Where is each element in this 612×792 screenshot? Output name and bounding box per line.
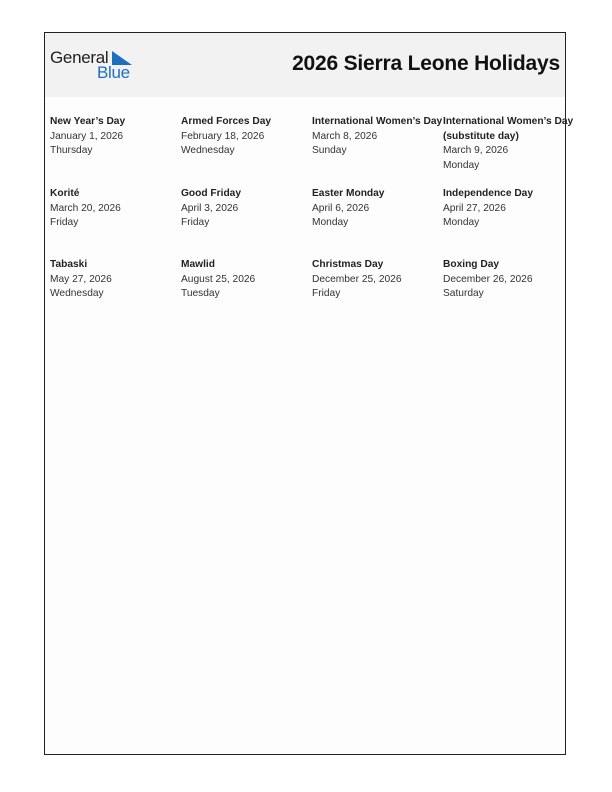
- logo-general-text: General: [50, 48, 109, 67]
- holiday-item: [50, 115, 181, 173]
- holiday-weekday: Monday: [443, 217, 480, 228]
- holiday-date: April 27, 2026: [443, 202, 506, 214]
- holiday-name: Easter Monday: [312, 188, 385, 199]
- holiday-item: [181, 258, 312, 302]
- holiday-row: [50, 258, 565, 302]
- holiday-date: August 25, 2026: [181, 273, 256, 285]
- holiday-item: [312, 187, 443, 231]
- holiday-weekday: Thursday: [50, 145, 93, 156]
- holiday-name: Mawlid: [181, 259, 215, 270]
- holiday-item: [50, 187, 181, 231]
- holiday-weekday: Tuesday: [181, 288, 220, 299]
- holiday-weekday: Wednesday: [50, 288, 104, 299]
- holiday-name: Tabaski: [50, 259, 88, 270]
- holiday-weekday: Friday: [312, 288, 341, 299]
- holiday-name: New Year’s Day: [50, 116, 126, 127]
- holiday-weekday: Monday: [443, 159, 480, 171]
- holiday-item: [443, 187, 574, 231]
- holiday-weekday: Friday: [50, 217, 79, 228]
- holiday-name: Boxing Day: [443, 259, 500, 270]
- holiday-date: January 1, 2026: [50, 130, 124, 142]
- holiday-date: December 25, 2026: [312, 273, 402, 285]
- holiday-date: April 6, 2026: [312, 202, 370, 214]
- holiday-weekday: Wednesday: [181, 145, 235, 156]
- holiday-weekday: Friday: [181, 217, 210, 228]
- holiday-date: March 8, 2026: [312, 130, 378, 142]
- logo-blue-text: Blue: [97, 63, 130, 82]
- holiday-name: Armed Forces Day: [181, 116, 272, 127]
- holiday-row: [50, 187, 565, 231]
- holiday-name: Korité: [50, 188, 80, 199]
- holiday-name: Independence Day: [443, 188, 534, 199]
- holiday-weekday: Saturday: [443, 288, 484, 299]
- holiday-name: Christmas Day: [312, 259, 384, 270]
- holiday-name: International Women’s Day: [312, 116, 443, 127]
- holiday-weekday: Sunday: [312, 145, 347, 156]
- page-title: 2026 Sierra Leone Holidays: [292, 52, 560, 75]
- holiday-name: International Women’s Day (substitute day): [443, 116, 574, 142]
- holiday-item: [312, 115, 443, 173]
- holiday-item: [50, 258, 181, 302]
- generalblue-logo: [50, 48, 140, 82]
- holiday-date: March 20, 2026: [50, 202, 121, 214]
- document-page: [44, 32, 574, 755]
- holiday-row: [50, 115, 574, 173]
- holiday-date: May 27, 2026: [50, 273, 112, 285]
- holiday-date: April 3, 2026: [181, 202, 239, 214]
- holiday-item: [443, 258, 574, 302]
- holiday-date: March 9, 2026: [443, 145, 509, 156]
- holiday-item: [181, 187, 312, 231]
- holiday-item: [312, 258, 443, 302]
- holiday-date: February 18, 2026: [181, 130, 265, 142]
- holiday-item: [443, 115, 574, 173]
- holiday-weekday: Monday: [312, 217, 349, 228]
- holiday-date: December 26, 2026: [443, 273, 533, 285]
- holiday-item: [181, 115, 312, 173]
- holiday-name: Good Friday: [181, 188, 241, 199]
- header-band: [45, 33, 565, 97]
